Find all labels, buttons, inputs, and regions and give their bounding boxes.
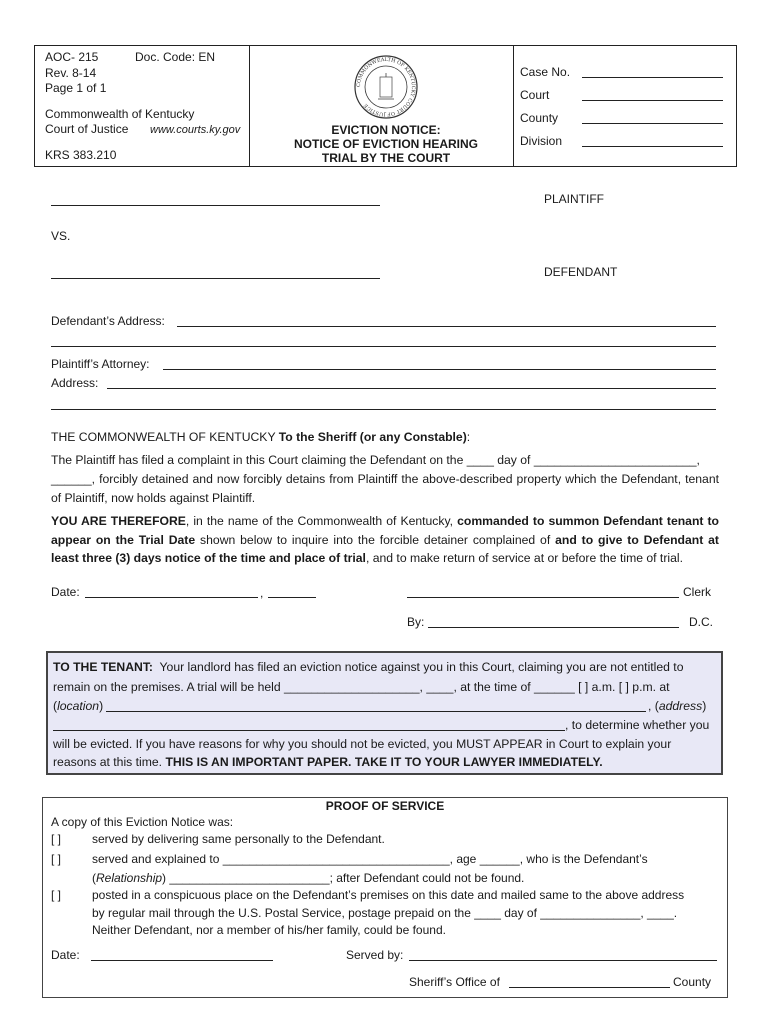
header-divider-right [513, 46, 514, 166]
tenant-line-5: will be evicted. If you have reasons for why you should not be evicted, you MUST APPEAR in Court to explain your [53, 737, 672, 751]
dc-label: D.C. [689, 615, 713, 629]
defendants-address-field-2[interactable] [51, 346, 716, 347]
division-label: Division [520, 134, 563, 148]
tenant-line-3: (location) [53, 699, 104, 713]
option-1-text: served by delivering same personally to the Defendant. [92, 832, 385, 846]
tenant-line-4: , to determine whether you [565, 718, 710, 732]
seal-text: COMMONWEALTH OF KENTUCKY COURT OF JUSTICE [355, 56, 417, 118]
defendants-address-field[interactable] [177, 326, 716, 327]
county-field[interactable] [582, 123, 723, 124]
tenant-text-1: Your landlord has filed an eviction notice against you in this Court, claiming you are not entitled to [159, 660, 684, 674]
relationship-label: Relationship [96, 871, 163, 885]
complaint-paragraph-line1: The Plaintiff has filed a complaint in this Court claiming the Defendant on the ____ day of ________________________, [51, 453, 700, 467]
commonwealth-label: Commonwealth of Kentucky [45, 107, 195, 121]
title-line-2: NOTICE OF EVICTION HEARING [293, 137, 478, 151]
county-label: County [520, 111, 559, 125]
command-text-2: commanded to summon Defendant tenant to appear on the Trial Date [51, 514, 719, 547]
date-label: Date: [51, 585, 80, 599]
case-no-label: Case No. [520, 65, 571, 79]
revision: Rev. 8-14 [45, 66, 97, 80]
complaint-paragraph-rest: ______, forcibly detained and now forcibly detains from Plaintiff the above-described property which the Defendant, tenant of Plaintiff, now holds against Plaintiff. [51, 472, 719, 505]
title-line-1: EVICTION NOTICE: [331, 123, 441, 137]
option-3-checkbox[interactable]: [ ] [51, 888, 62, 902]
defendant-field[interactable] [51, 278, 380, 279]
option-2-text: served and explained to __________________________________, age ______, who is the Defendant’s [92, 852, 648, 866]
tenant-line-2: remain on the premises. A trial will be held ____________________, ____, at the time of ______ [ ] a.m. [ ] p.m. at [53, 680, 670, 694]
address-field[interactable] [53, 730, 565, 731]
attorney-address-label: Address: [51, 376, 99, 390]
address-label: address [658, 699, 703, 713]
clerk-field[interactable] [407, 597, 679, 598]
command-paragraph [51, 512, 719, 568]
served-by-label: Served by: [346, 948, 404, 962]
sheriffs-office-label: Sheriff’s Office of [409, 975, 500, 989]
vs-label: VS. [51, 229, 71, 243]
proof-title: PROOF OF SERVICE [325, 799, 445, 813]
intro-colon: : [466, 430, 471, 444]
tenant-line-1 [53, 660, 717, 674]
attorney-address-field[interactable] [107, 388, 716, 389]
court-label: Court [520, 88, 550, 102]
form-number: AOC- 215 [45, 50, 99, 64]
served-by-field[interactable] [409, 960, 717, 961]
attorney-address-field-2[interactable] [51, 409, 716, 410]
option-2-checkbox[interactable]: [ ] [51, 852, 62, 866]
intro-commonwealth: THE COMMONWEALTH OF KENTUCKY [51, 430, 279, 444]
proof-date-label: Date: [51, 948, 80, 962]
option-2-text-b: ________________________; after Defendant could not be found. [169, 871, 525, 885]
you-are-therefore: YOU ARE THEREFORE [51, 514, 186, 528]
tenant-heading: TO THE TENANT: [53, 660, 153, 674]
intro-sheriff: To the Sheriff (or any Constable) [278, 430, 467, 444]
important-paper-warning: THIS IS AN IMPORTANT PAPER. TAKE IT TO YOUR LAWYER IMMEDIATELY. [165, 755, 603, 769]
sheriffs-county-field[interactable] [509, 987, 670, 988]
option-2-relationship-line: (Relationship) ________________________; after Defendant could not be found. [92, 871, 525, 885]
command-text-4: and to give to Defendant at least three (3) days notice of the time and place of trial [51, 532, 719, 565]
website: www.courts.ky.gov [150, 124, 241, 136]
command-text-1: , in the name of the Commonwealth of Kentucky, [185, 514, 458, 528]
intro-line [51, 430, 470, 444]
tenant-line-6 [53, 755, 603, 769]
option-3-text-c: Neither Defendant, nor a member of his/her family, could be found. [92, 923, 446, 937]
plaintiff-label: PLAINTIFF [544, 192, 605, 206]
proof-copy-label: A copy of this Eviction Notice was: [51, 815, 234, 829]
defendants-address-label: Defendant’s Address: [51, 314, 165, 328]
court-seal-icon [354, 55, 418, 119]
date-comma: , [260, 586, 264, 600]
plaintiffs-attorney-label: Plaintiff’s Attorney: [51, 357, 150, 371]
krs-citation: KRS 383.210 [45, 148, 117, 162]
location-field[interactable] [106, 711, 646, 712]
option-3-text-a: posted in a conspicuous place on the Defendant’s premises on this date and mailed same to the above address [92, 888, 685, 902]
plaintiff-field[interactable] [51, 205, 380, 206]
year-field[interactable] [268, 597, 316, 598]
location-label: location [57, 699, 100, 713]
clerk-label: Clerk [683, 585, 712, 599]
case-no-field[interactable] [582, 77, 723, 78]
court-of-justice-label: Court of Justice [45, 122, 129, 136]
by-label: By: [407, 615, 425, 629]
page-number: Page 1 of 1 [45, 81, 107, 95]
defendant-label: DEFENDANT [544, 265, 618, 279]
header-divider-left [249, 46, 250, 166]
proof-date-field[interactable] [91, 960, 273, 961]
proof-county-label: County [673, 975, 712, 989]
option-1-checkbox[interactable]: [ ] [51, 832, 62, 846]
doc-code: Doc. Code: EN [135, 50, 216, 64]
division-field[interactable] [582, 146, 723, 147]
command-text-5: , and to make return of service at or before the time of trial. [365, 551, 683, 565]
by-field[interactable] [428, 627, 679, 628]
address-label-wrap: , (address) [648, 699, 707, 713]
court-field[interactable] [582, 100, 723, 101]
plaintiffs-attorney-field[interactable] [163, 369, 716, 370]
title-line-3: TRIAL BY THE COURT [321, 151, 451, 165]
date-field[interactable] [85, 597, 258, 598]
command-text-3: shown below to inquire into the forcible detainer complained of [195, 532, 556, 547]
tenant-text-6a: reasons at this time. [53, 755, 166, 769]
option-3-text-b: by regular mail through the U.S. Postal Service, postage prepaid on the ____ day of _______________, ____. [92, 906, 678, 920]
